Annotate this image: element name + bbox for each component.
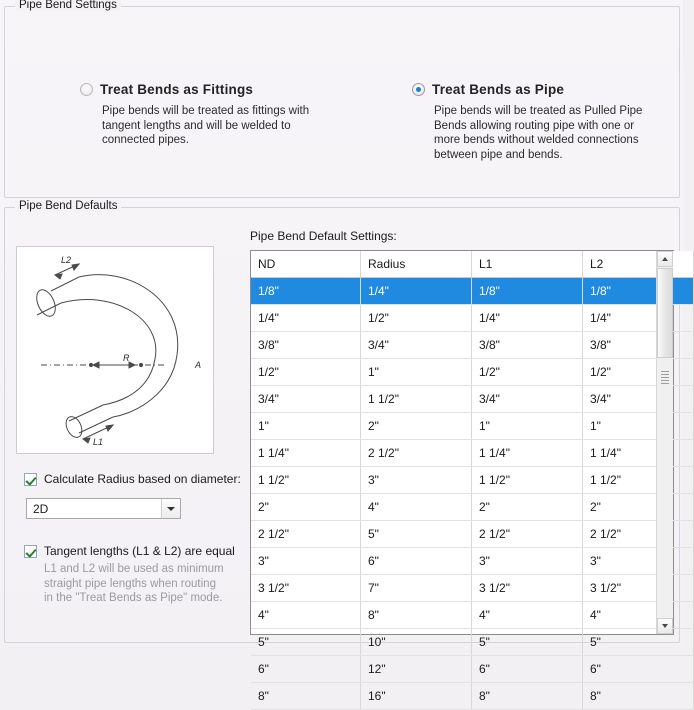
table-cell[interactable]: 1" — [361, 359, 472, 386]
tangent-lengths-equal-label: Tangent lengths (L1 & L2) are equal — [44, 544, 235, 558]
table-row[interactable] — [251, 602, 694, 629]
table-row[interactable] — [251, 440, 694, 467]
scrollbar-thumb[interactable] — [657, 268, 673, 358]
table-cell[interactable]: 2 1/2" — [472, 521, 583, 548]
table-row[interactable] — [251, 278, 694, 305]
table-cell[interactable]: 7" — [361, 575, 472, 602]
scroll-up-button[interactable] — [657, 251, 673, 267]
table-row[interactable] — [251, 413, 694, 440]
settings-group-title: Pipe Bend Settings — [15, 0, 121, 11]
radius-multiplier-value: 2D — [33, 501, 49, 516]
calculate-radius-checkbox-row[interactable] — [24, 472, 241, 486]
table-cell[interactable]: 16" — [361, 683, 472, 710]
radio-description-pipe: Pipe bends will be treated as Pulled Pipe Bends allowing routing pipe with one or more bends without welded connections between pipe and bends. — [434, 105, 643, 161]
table-cell[interactable]: 1" — [472, 413, 583, 440]
table-cell[interactable]: 3 1/2" — [251, 575, 361, 602]
table-cell[interactable]: 3/4" — [251, 386, 361, 413]
table-cell[interactable]: 4" — [472, 602, 583, 629]
table-cell[interactable]: 3" — [472, 548, 583, 575]
table-cell[interactable]: 8" — [583, 683, 694, 710]
radio-button-fittings-icon[interactable] — [80, 83, 93, 96]
defaults-group-title: Pipe Bend Defaults — [15, 200, 121, 212]
table-cell[interactable]: 3/8" — [472, 332, 583, 359]
table-cell[interactable]: 6" — [472, 656, 583, 683]
table-body — [251, 278, 694, 710]
table-cell[interactable]: 5" — [361, 521, 472, 548]
calculate-radius-label: Calculate Radius based on diameter: — [44, 472, 241, 486]
diagram-label-l1: L1 — [93, 437, 104, 447]
table-cell[interactable]: 1/2" — [251, 359, 361, 386]
table-cell[interactable]: 4" — [583, 602, 694, 629]
radio-label-pipe: Treat Bends as Pipe — [432, 82, 565, 97]
table-cell[interactable]: 1 1/2" — [583, 467, 694, 494]
column-header-l2[interactable]: L2 — [583, 251, 694, 278]
table-cell[interactable]: 12" — [361, 656, 472, 683]
table-cell[interactable]: 3/8" — [251, 332, 361, 359]
table-cell[interactable]: 1/4" — [361, 278, 472, 305]
table-cell[interactable]: 1 1/2" — [251, 467, 361, 494]
table-caption: Pipe Bend Default Settings: — [250, 229, 397, 243]
table-cell[interactable]: 3" — [361, 467, 472, 494]
table-cell[interactable]: 2" — [583, 494, 694, 521]
table-row[interactable] — [251, 386, 694, 413]
tangent-lengths-equal-checkbox-row[interactable] — [24, 544, 235, 558]
table-cell[interactable]: 1 1/4" — [251, 440, 361, 467]
calculate-radius-checkbox[interactable] — [24, 473, 37, 486]
table-row[interactable] — [251, 521, 694, 548]
table-row[interactable] — [251, 683, 694, 710]
table-cell[interactable]: 3" — [251, 548, 361, 575]
table-cell[interactable]: 8" — [251, 683, 361, 710]
radio-label-fittings: Treat Bends as Fittings — [100, 82, 254, 97]
table-cell[interactable]: 5" — [251, 629, 361, 656]
radio-description-fittings: Pipe bends will be treated as fittings with tangent lengths and will be welded to connected pipes. — [102, 105, 310, 146]
table-row[interactable] — [251, 467, 694, 494]
table-cell[interactable]: 1/8" — [583, 278, 694, 305]
table-cell[interactable]: 1/4" — [583, 305, 694, 332]
table-row[interactable] — [251, 305, 694, 332]
table-cell[interactable]: 8" — [472, 683, 583, 710]
table-cell[interactable]: 3/4" — [472, 386, 583, 413]
table-cell[interactable]: 2" — [361, 413, 472, 440]
table-row[interactable] — [251, 656, 694, 683]
option-treat-bends-as-fittings[interactable] — [80, 82, 310, 148]
table-cell[interactable]: 5" — [472, 629, 583, 656]
table-cell[interactable]: 2" — [472, 494, 583, 521]
table-cell[interactable]: 3 1/2" — [583, 575, 694, 602]
radio-row-fittings[interactable] — [80, 82, 310, 97]
table-cell[interactable]: 1/4" — [472, 305, 583, 332]
pipe-bend-diagram-svg — [17, 247, 211, 451]
table-cell[interactable]: 2 1/2" — [251, 521, 361, 548]
table-cell[interactable]: 1/8" — [472, 278, 583, 305]
table-cell[interactable]: 4" — [361, 494, 472, 521]
diagram-label-r: R — [123, 353, 130, 363]
table-row[interactable] — [251, 332, 694, 359]
table-row[interactable] — [251, 575, 694, 602]
table-cell[interactable]: 3 1/2" — [472, 575, 583, 602]
column-header-l1[interactable]: L1 — [472, 251, 583, 278]
table-cell[interactable]: 1/2" — [361, 305, 472, 332]
table-cell[interactable]: 5" — [583, 629, 694, 656]
table-cell[interactable]: 1/8" — [251, 278, 361, 305]
diagram-label-a: A — [195, 360, 202, 370]
table-cell[interactable]: 6" — [583, 656, 694, 683]
table-cell[interactable]: 1 1/2" — [472, 467, 583, 494]
table-cell[interactable]: 1" — [583, 413, 694, 440]
scrollbar-grip-icon — [661, 371, 669, 385]
table-row[interactable] — [251, 629, 694, 656]
table-cell[interactable]: 1/4" — [251, 305, 361, 332]
pipe-bend-defaults-table — [251, 251, 694, 710]
table-cell[interactable]: 3/4" — [361, 332, 472, 359]
tangent-lengths-note: L1 and L2 will be used as minimum straight pipe lengths when routing in the "Treat Bends as Pipe" mode. — [44, 563, 224, 604]
table-cell[interactable]: 1 1/2" — [361, 386, 472, 413]
table-cell[interactable]: 1/2" — [583, 359, 694, 386]
table-row[interactable] — [251, 548, 694, 575]
column-header-nd[interactable]: ND — [251, 251, 361, 278]
table-cell[interactable]: 4" — [251, 602, 361, 629]
table-cell[interactable]: 1 1/4" — [583, 440, 694, 467]
diagram-label-l2: L2 — [61, 255, 72, 265]
table-row[interactable] — [251, 359, 694, 386]
radio-button-pipe-icon[interactable] — [412, 83, 425, 96]
table-cell[interactable]: 6" — [251, 656, 361, 683]
table-cell[interactable]: 8" — [361, 602, 472, 629]
tangent-lengths-equal-checkbox[interactable] — [24, 545, 37, 558]
chevron-down-icon[interactable] — [161, 499, 180, 518]
table-cell[interactable]: 2 1/2" — [361, 440, 472, 467]
table-cell[interactable]: 3/8" — [583, 332, 694, 359]
pipe-bend-defaults-table-wrap[interactable] — [250, 250, 674, 703]
radius-multiplier-select[interactable] — [26, 498, 181, 519]
table-cell[interactable]: 3" — [583, 548, 694, 575]
pipe-bend-diagram — [16, 246, 214, 454]
table-cell[interactable]: 10" — [361, 629, 472, 656]
option-treat-bends-as-pipe[interactable] — [412, 82, 652, 162]
scroll-down-button[interactable] — [657, 618, 673, 634]
table-cell[interactable]: 3/4" — [583, 386, 694, 413]
table-header-row — [251, 251, 694, 278]
table-cell[interactable]: 1 1/4" — [472, 440, 583, 467]
table-cell[interactable]: 2" — [251, 494, 361, 521]
table-cell[interactable]: 6" — [361, 548, 472, 575]
table-vertical-scrollbar[interactable] — [656, 251, 673, 634]
table-row[interactable] — [251, 494, 694, 521]
table-cell[interactable]: 1" — [251, 413, 361, 440]
table-cell[interactable]: 2 1/2" — [583, 521, 694, 548]
radio-row-pipe[interactable] — [412, 82, 652, 97]
column-header-radius[interactable]: Radius — [361, 251, 472, 278]
table-cell[interactable]: 1/2" — [472, 359, 583, 386]
